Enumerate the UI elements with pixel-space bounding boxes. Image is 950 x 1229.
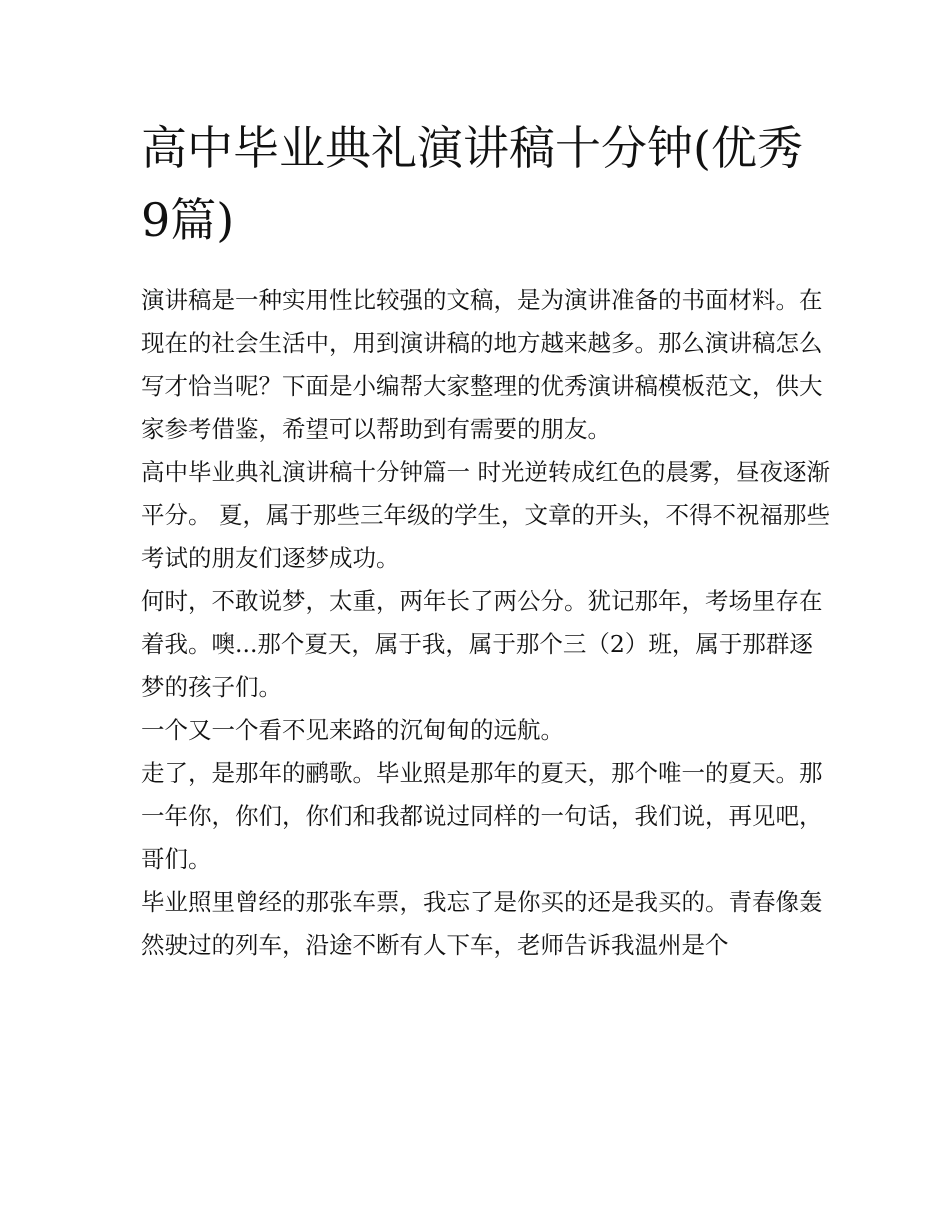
paragraph-speech-one-opening: 高中毕业典礼演讲稿十分钟篇一 时光逆转成红色的晨雾，昼夜逐渐平分。 夏，属于那些三年级的学生，文章的开头，不得不祝福那些考试的朋友们逐梦成功。 — [141, 458, 830, 572]
document-body — [141, 279, 831, 967]
paragraph-voyage: 一个又一个看不见来路的沉甸甸的远航。 — [141, 716, 564, 744]
paragraph-graduation-photo: 走了，是那年的鹂歌。毕业照是那年的夏天，那个唯一的夏天。那一年你，你们，你们和我都说过同样的一句话，我们说，再见吧，哥们。 — [141, 759, 823, 873]
paragraph-intro: 演讲稿是一种实用性比较强的文稿，是为演讲准备的书面材料。在现在的社会生活中，用到演讲稿的地方越来越多。那么演讲稿怎么写才恰当呢？下面是小编帮大家整理的优秀演讲稿模板范文，供大家参考借鉴，希望可以帮助到有需要的朋友。 — [141, 286, 823, 443]
paragraph-dream: 何时，不敢说梦，太重，两年长了两公分。犹记那年，考场里存在着我。噢...那个夏天，属于我，属于那个三（2）班，属于那群逐梦的孩子们。 — [141, 587, 823, 701]
paragraph-train-ticket: 毕业照里曾经的那张车票，我忘了是你买的还是我买的。青春像轰然驶过的列车，沿途不断有人下车，老师告诉我温州是个 — [141, 888, 823, 959]
document-title: 高中毕业典礼演讲稿十分钟(优秀9篇) — [141, 121, 803, 247]
